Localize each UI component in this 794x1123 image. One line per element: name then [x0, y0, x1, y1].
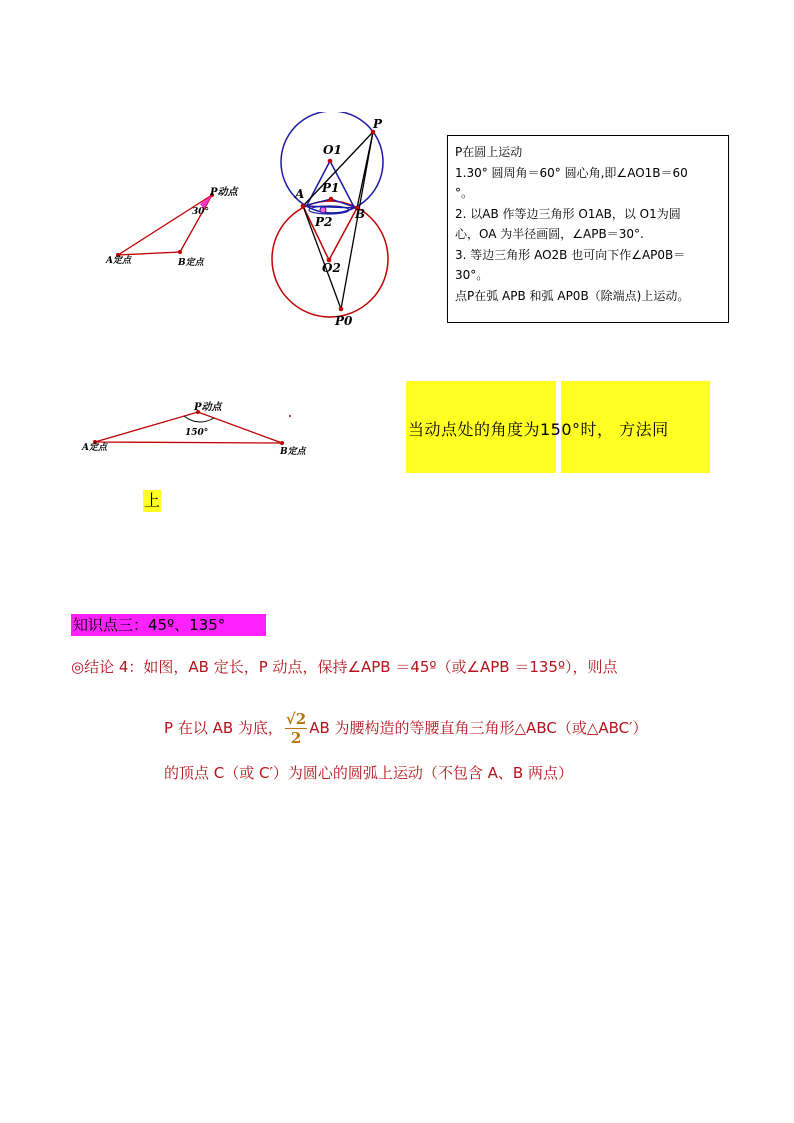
point-o1 — [328, 159, 333, 164]
conclusion-line-2-pre: P 在以 AB 为底， — [164, 719, 283, 737]
explanation-line: 3. 等边三角形 AO2B 也可向下作∠AP0B＝ — [455, 247, 686, 262]
explanation-line: 30°。 — [455, 268, 489, 282]
point-b — [178, 250, 182, 254]
label-b: B — [355, 207, 366, 221]
conclusion-line-3: 的顶点 C（或 C′）为圆心的圆弧上运动（不包含 A、B 两点） — [164, 764, 573, 782]
figure-triangle-150 — [78, 395, 318, 460]
label-p1: P1 — [322, 181, 340, 195]
explanation-line: °。 — [455, 186, 474, 200]
point-b — [280, 441, 284, 445]
point-p2 — [320, 207, 326, 213]
explanation-line: 2. 以AB 作等边三角形 O1AB，以 O1为圆 — [455, 206, 681, 221]
figure-two-circles — [265, 112, 400, 334]
point-a — [301, 204, 306, 209]
label-o1: O1 — [323, 143, 342, 157]
label-a-fixed: A定点 — [106, 256, 131, 266]
explanation-line: 心，OA 为半径画圆，∠APB＝30°. — [455, 227, 644, 241]
label-a-fixed: A定点 — [82, 443, 107, 453]
explanation-line: 点P在弧 APB 和弧 AP0B（除端点)上运动。 — [455, 288, 690, 303]
angle-150-note: 当动点处的角度为150°时， 方法同 — [408, 420, 669, 439]
point-p1 — [329, 197, 334, 202]
fraction-numerator: √2 — [285, 710, 307, 728]
conclusion-line-1: ◎结论 4：如图，AB 定长，P 动点，保持∠APB ＝45º（或∠APB ＝135º），则点 — [71, 658, 618, 676]
label-o2: O2 — [322, 261, 341, 275]
explanation-box — [447, 135, 729, 323]
label-p: P — [373, 117, 383, 131]
section-heading: 知识点三：45º、135° — [71, 614, 266, 636]
stray-dot — [289, 415, 291, 417]
label-a: A — [295, 187, 305, 201]
figure-triangle-30 — [100, 180, 260, 275]
label-p-moving: P动点 — [194, 402, 222, 413]
label-p2: P2 — [315, 215, 333, 229]
label-b-fixed: B定点 — [178, 258, 204, 268]
label-angle-30: 30° — [192, 207, 210, 217]
fraction-denominator: 2 — [290, 729, 302, 747]
label-b-fixed: B定点 — [280, 447, 306, 457]
conclusion-line-2 — [164, 710, 648, 747]
segment-b-p — [357, 132, 373, 208]
label-p-moving: P动点 — [210, 187, 238, 198]
explanation-line: 1.30° 圆周角＝60° 圆心角,即∠AO1B＝60 — [455, 165, 688, 180]
explanation-line: P在圆上运动 — [455, 145, 523, 159]
point-p0 — [339, 307, 344, 312]
note-continuation: 上 — [143, 491, 160, 510]
label-p0: P0 — [335, 314, 353, 328]
conclusion-line-2-post: AB 为腰构造的等腰直角三角形△ABC（或△ABC′） — [309, 719, 648, 737]
triangle-apb-30 — [118, 195, 212, 255]
label-angle-150: 150° — [185, 428, 209, 438]
fraction-sqrt2-over-2 — [285, 710, 307, 747]
